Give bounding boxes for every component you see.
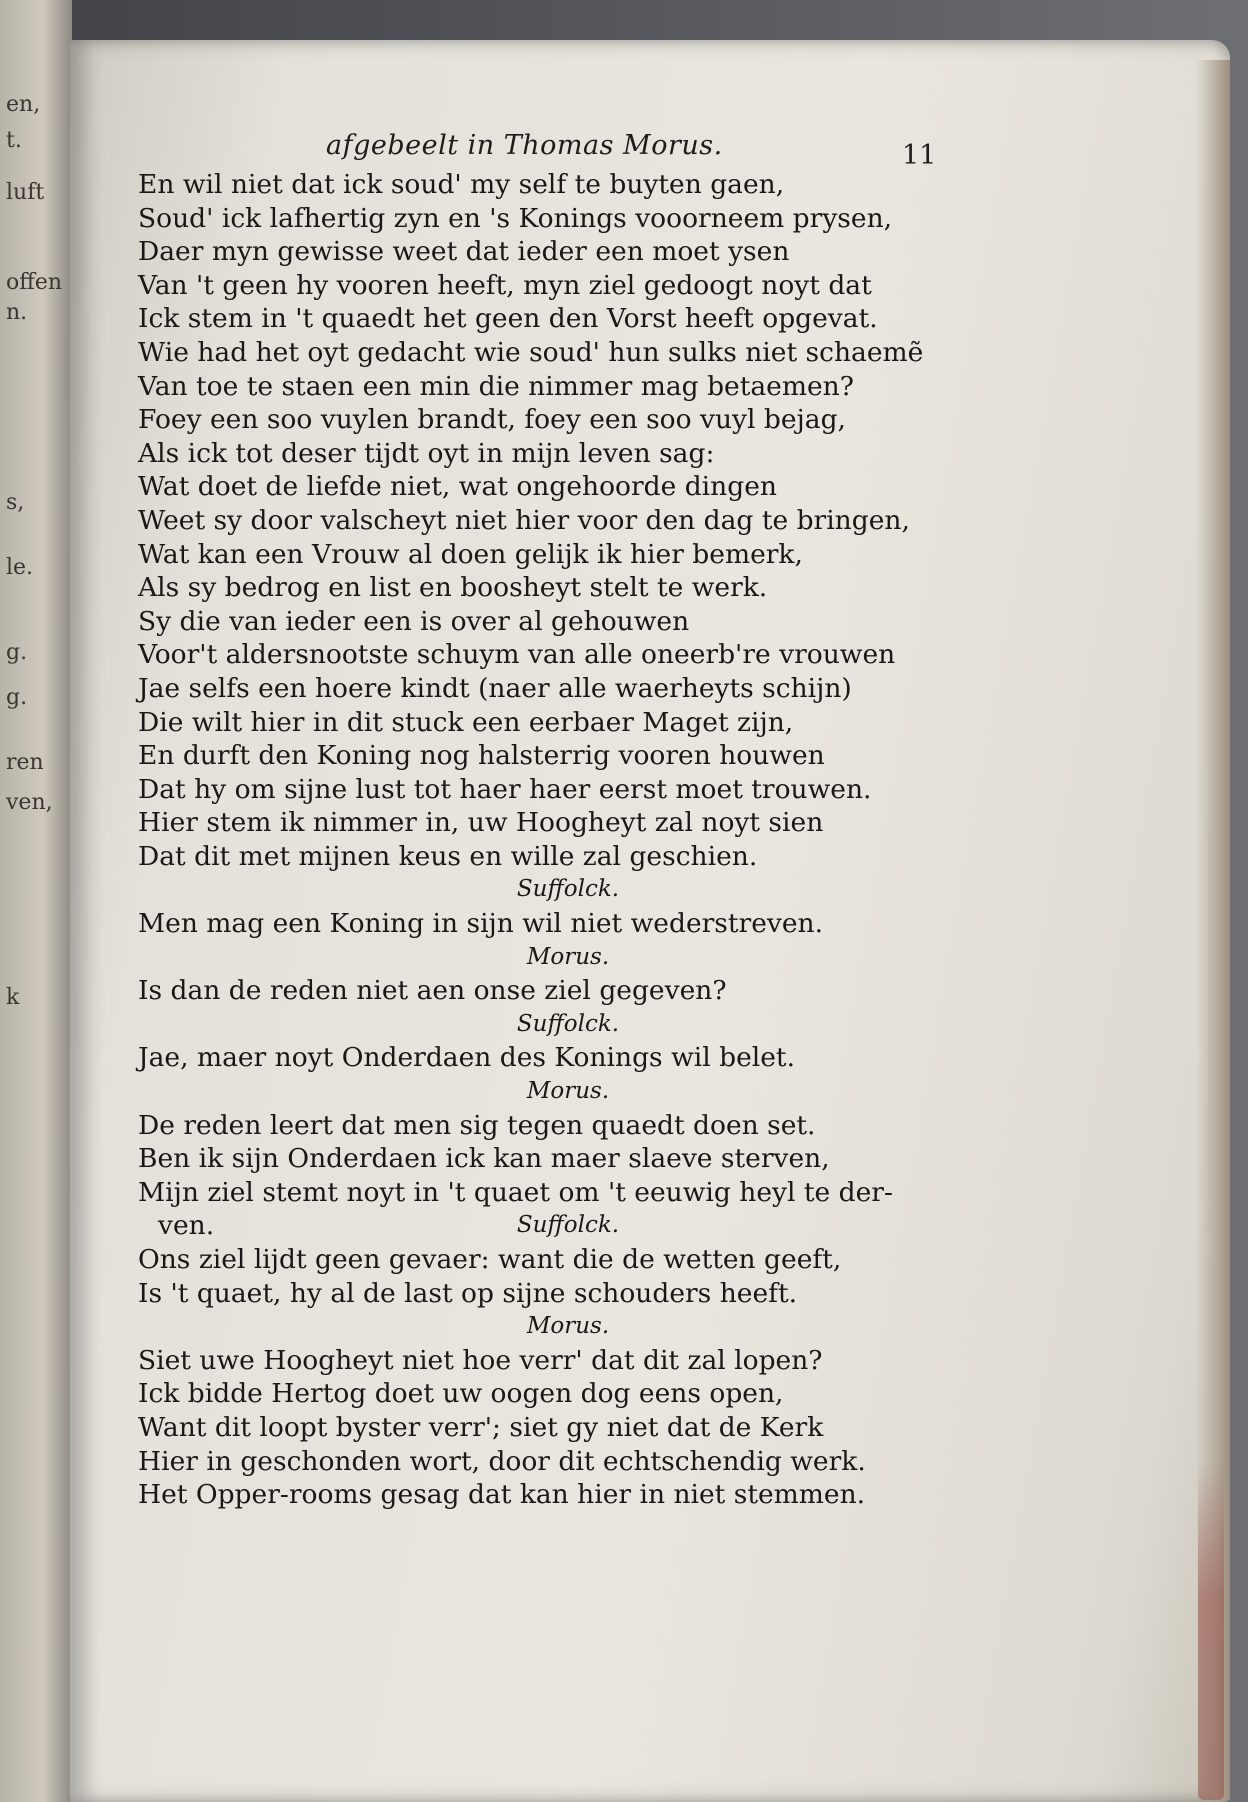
verse-line: Soud' ick lafhertig zyn en 's Konings vooorneem prysen, bbox=[138, 202, 893, 234]
facing-page-fragment: luft bbox=[6, 180, 45, 205]
verse-line: En durft den Koning nog halsterrig vooren houwen bbox=[138, 740, 825, 772]
verse-line: Wat kan een Vrouw al doen gelijk ik hier bemerk, bbox=[138, 538, 803, 570]
verse-line: Hier in geschonden wort, door dit echtschendig werk. bbox=[138, 1445, 866, 1477]
facing-page-fragment: g. bbox=[6, 640, 28, 665]
verse-line: Het Opper-rooms gesag dat kan hier in niet stemmen. bbox=[138, 1479, 866, 1511]
verse-line: Die wilt hier in dit stuck een eerbaer Maget zijn, bbox=[138, 706, 794, 738]
verse-line: Dat hy om sijne lust tot haer haer eerst moet trouwen. bbox=[138, 773, 872, 805]
speaker-name: Morus. bbox=[526, 943, 610, 970]
page-number: 11 bbox=[902, 140, 937, 171]
verse-line: Wie had het oyt gedacht wie soud' hun sulks niet schaemẽ bbox=[138, 336, 924, 368]
verse-line: Ben ik sijn Onderdaen ick kan maer slaeve sterven, bbox=[138, 1143, 830, 1175]
verse-line: Is 't quaet, hy al de last op sijne schouders heeft. bbox=[138, 1277, 798, 1309]
facing-page-fragment: le. bbox=[6, 555, 34, 580]
verse-line: Weet sy door valscheyt niet hier voor den dag te bringen, bbox=[138, 504, 910, 536]
verse-line: Als ick tot deser tijdt oyt in mijn leven sag: bbox=[138, 437, 715, 469]
verse-line: Siet uwe Hoogheyt niet hoe verr' dat dit zal lopen? bbox=[138, 1344, 823, 1376]
verse-line: Ons ziel lijdt geen gevaer: want die de wetten geeft, bbox=[138, 1244, 842, 1275]
verse-line: Jae selfs een hoere kindt (naer alle waerheyts schijn) bbox=[138, 672, 852, 704]
facing-page-fragment: ven, bbox=[6, 790, 53, 815]
verse-line: Dat dit met mijnen keus en wille zal geschien. bbox=[138, 840, 758, 872]
speaker-name: Morus. bbox=[526, 1313, 610, 1340]
facing-page-fragment: ren bbox=[6, 750, 44, 775]
verse-line: Want dit loopt byster verr'; siet gy niet dat de Kerk bbox=[138, 1411, 824, 1443]
facing-page-fragment: s, bbox=[6, 490, 25, 515]
verse-line: Voor't aldersnootste schuym van alle oneerb're vrouwen bbox=[138, 639, 896, 671]
verse-line: Is dan de reden niet aen onse ziel gegeven? bbox=[138, 975, 727, 1007]
verse-line: Van toe te staen een min die nimmer mag betaemen? bbox=[138, 370, 854, 402]
facing-page-fragment: offen bbox=[6, 270, 63, 295]
verse-line: Hier stem ik nimmer in, uw Hoogheyt zal noyt sien bbox=[138, 807, 824, 839]
verse-line: Sy die van ieder een is over al gehouwen bbox=[138, 605, 690, 637]
verse-line: Jae, maer noyt Onderdaen des Konings wil belet. bbox=[138, 1042, 796, 1074]
continuation-with-speaker bbox=[138, 1209, 958, 1243]
facing-page-fragment: g. bbox=[6, 685, 28, 710]
facing-page-fragment: en, bbox=[6, 92, 41, 117]
speaker-name: Suffolck. bbox=[516, 1212, 620, 1239]
verse-line: Mijn ziel stemt noyt in 't quaet om 't eeuwig heyl te der- bbox=[138, 1176, 893, 1208]
verse-line: En wil niet dat ick soud' my self te buyten gaen, bbox=[138, 169, 785, 200]
verse-text bbox=[138, 168, 958, 1512]
verse-line: De reden leert dat men sig tegen quaedt doen set. bbox=[138, 1109, 816, 1141]
verse-line: Daer myn gewisse weet dat ieder een moet ysen bbox=[138, 236, 790, 268]
running-title: afgebeelt in Thomas Morus. bbox=[326, 130, 723, 161]
page-stain bbox=[1198, 1460, 1224, 1800]
verse-line: Ick bidde Hertog doet uw oogen dog eens open, bbox=[138, 1378, 784, 1410]
verse-line: Van 't geen hy vooren heeft, myn ziel gedoogt noyt dat bbox=[138, 269, 872, 301]
speaker-name: Morus. bbox=[526, 1078, 610, 1105]
verse-line: Men mag een Koning in sijn wil niet wederstreven. bbox=[138, 908, 824, 940]
facing-page-edge bbox=[0, 0, 72, 1802]
verse-line: Ick stem in 't quaedt het geen den Vorst heeft opgevat. bbox=[138, 303, 878, 335]
facing-page-fragment: n. bbox=[6, 300, 28, 325]
verse-line: Wat doet de liefde niet, wat ongehoorde dingen bbox=[138, 471, 777, 503]
verse-line: Foey een soo vuylen brandt, foey een soo vuyl bejag, bbox=[138, 404, 846, 436]
facing-page-fragment: t. bbox=[6, 128, 22, 153]
speaker-name: Suffolck. bbox=[516, 876, 620, 903]
facing-page-fragment: k bbox=[6, 985, 20, 1010]
word-continuation: ven. bbox=[158, 1210, 215, 1242]
verse-line: Als sy bedrog en list en boosheyt stelt te werk. bbox=[138, 572, 768, 604]
speaker-name: Suffolck. bbox=[516, 1010, 620, 1037]
